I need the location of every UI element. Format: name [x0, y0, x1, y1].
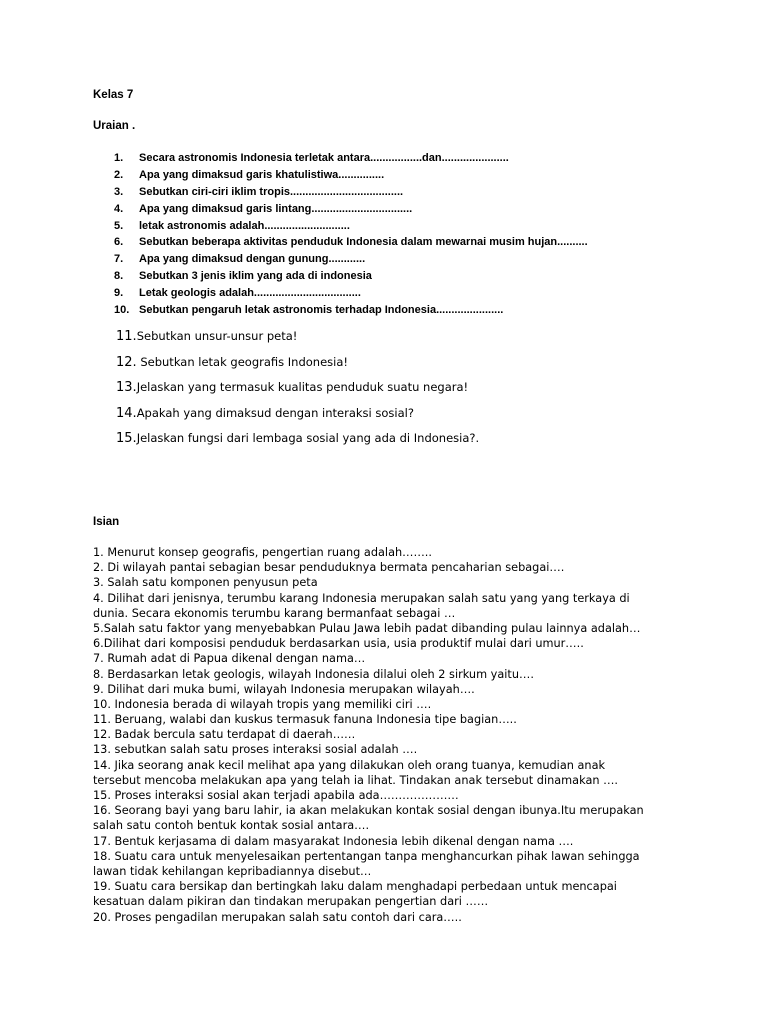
isian-line: tersebut mencoba melakukan apa yang telah ia lihat. Tindakan anak tersebut dinamakan …. [93, 773, 619, 787]
isian-line: 19. Suatu cara bersikap dan bertingkah laku dalam menghadapi perbedaan untuk mencapai [93, 880, 617, 894]
class-label: Kelas 7 [93, 89, 134, 101]
isian-line: 6.Dilihat dari komposisi penduduk berdasarkan usia, usia produktif mulai dari umur….. [93, 637, 584, 651]
isian-line: 7. Rumah adat di Papua dikenal dengan nama… [93, 652, 366, 666]
isian-line: 8. Berdasarkan letak geologis, wilayah Indonesia dilalui oleh 2 sirkum yaitu…. [93, 667, 534, 681]
isian-line: 18. Suatu cara untuk menyelesaikan pertentangan tanpa menghancurkan pihak lawan sehingga [93, 849, 640, 863]
list-item: 9. Letak geologis adalah................................... [114, 287, 361, 300]
isian-heading: Isian [93, 516, 120, 528]
isian-line: 5.Salah satu faktor yang menyebabkan Pulau Jawa lebih padat dibanding pulau lainnya adalah… [93, 621, 641, 635]
uraian-heading: Uraian . [93, 120, 136, 132]
list-item: 4. Apa yang dimaksud garis lintang................................. [114, 202, 413, 215]
list-item: 14.Apakah yang dimaksud dengan interaksi sosial? [116, 405, 414, 421]
isian-line: 17. Bentuk kerjasama di dalam masyarakat Indonesia lebih dikenal dengan nama …. [93, 834, 574, 848]
isian-line: 10. Indonesia berada di wilayah tropis yang memiliki ciri …. [93, 697, 432, 711]
list-item: 11.Sebutkan unsur-unsur peta! [116, 329, 298, 344]
list-item: 8. Sebutkan 3 jenis iklim yang ada di indonesia [114, 270, 372, 283]
list-item: 7. Apa yang dimaksud dengan gunung............ [114, 253, 366, 266]
list-item: 3. Sebutkan ciri-ciri iklim tropis..................................... [114, 185, 404, 198]
isian-line: 4. Dilihat dari jenisnya, terumbu karang Indonesia merupakan salah satu yang yang terkaya di [93, 591, 630, 605]
isian-line: 1. Menurut konsep geografis, pengertian ruang adalah…….. [93, 546, 432, 559]
list-item: 5. letak astronomis adalah............................ [114, 219, 350, 232]
isian-line: 20. Proses pengadilan merupakan salah satu contoh dari cara….. [93, 910, 462, 924]
isian-line: dunia. Secara ekonomis terumbu karang bermanfaat sebagai … [93, 606, 456, 620]
isian-line: 3. Salah satu komponen penyusun peta [93, 576, 318, 590]
isian-line: 16. Seorang bayi yang baru lahir, ia akan melakukan kontak sosial dengan ibunya.Itu merupakan [93, 804, 644, 818]
isian-line: 13. sebutkan salah satu proses interaksi sosial adalah …. [93, 743, 418, 757]
isian-line: 2. Di wilayah pantai sebagian besar penduduknya bermata pencaharian sebagai…. [93, 561, 565, 575]
uraian-plain-list [116, 326, 479, 454]
isian-line: 9. Dilihat dari muka bumi, wilayah Indonesia merupakan wilayah…. [93, 682, 475, 696]
isian-line: 14. Jika seorang anak kecil melihat apa yang dilakukan oleh orang tuanya, kemudian anak [93, 758, 606, 772]
isian-line: 15. Proses interaksi sosial akan terjadi apabila ada………………… [93, 789, 459, 802]
list-item: 1. Secara astronomis Indonesia terletak antara.................dan...................... [114, 152, 509, 164]
isian-line: 12. Badak bercula satu terdapat di daerah…… [93, 728, 356, 742]
list-item: 15.Jelaskan fungsi dari lembaga sosial yang ada di Indonesia?. [116, 431, 480, 446]
list-item: 6. Sebutkan beberapa aktivitas penduduk Indonesia dalam mewarnai musim hujan.......... [114, 236, 588, 249]
list-item: 2. Apa yang dimaksud garis khatulistiwa............... [114, 168, 385, 181]
list-item: 13.Jelaskan yang termasuk kualitas penduduk suatu negara! [116, 380, 469, 395]
list-item: 12. Sebutkan letak geografis Indonesia! [116, 354, 349, 370]
list-item: 10. Sebutkan pengaruh letak astronomis terhadap Indonesia...................... [114, 304, 504, 317]
isian-line: kesatuan dalam pikiran dan tindakan merupakan pengertian dari …… [93, 895, 489, 909]
isian-line: 11. Beruang, walabi dan kuskus termasuk fanuna Indonesia tipe bagian….. [93, 713, 517, 727]
isian-line: salah satu contoh bentuk kontak sosial antara…. [93, 819, 370, 833]
isian-list [93, 545, 693, 925]
uraian-bold-list [114, 150, 588, 319]
isian-line: lawan tidak kehilangan kepribadiannya disebut… [93, 864, 372, 878]
